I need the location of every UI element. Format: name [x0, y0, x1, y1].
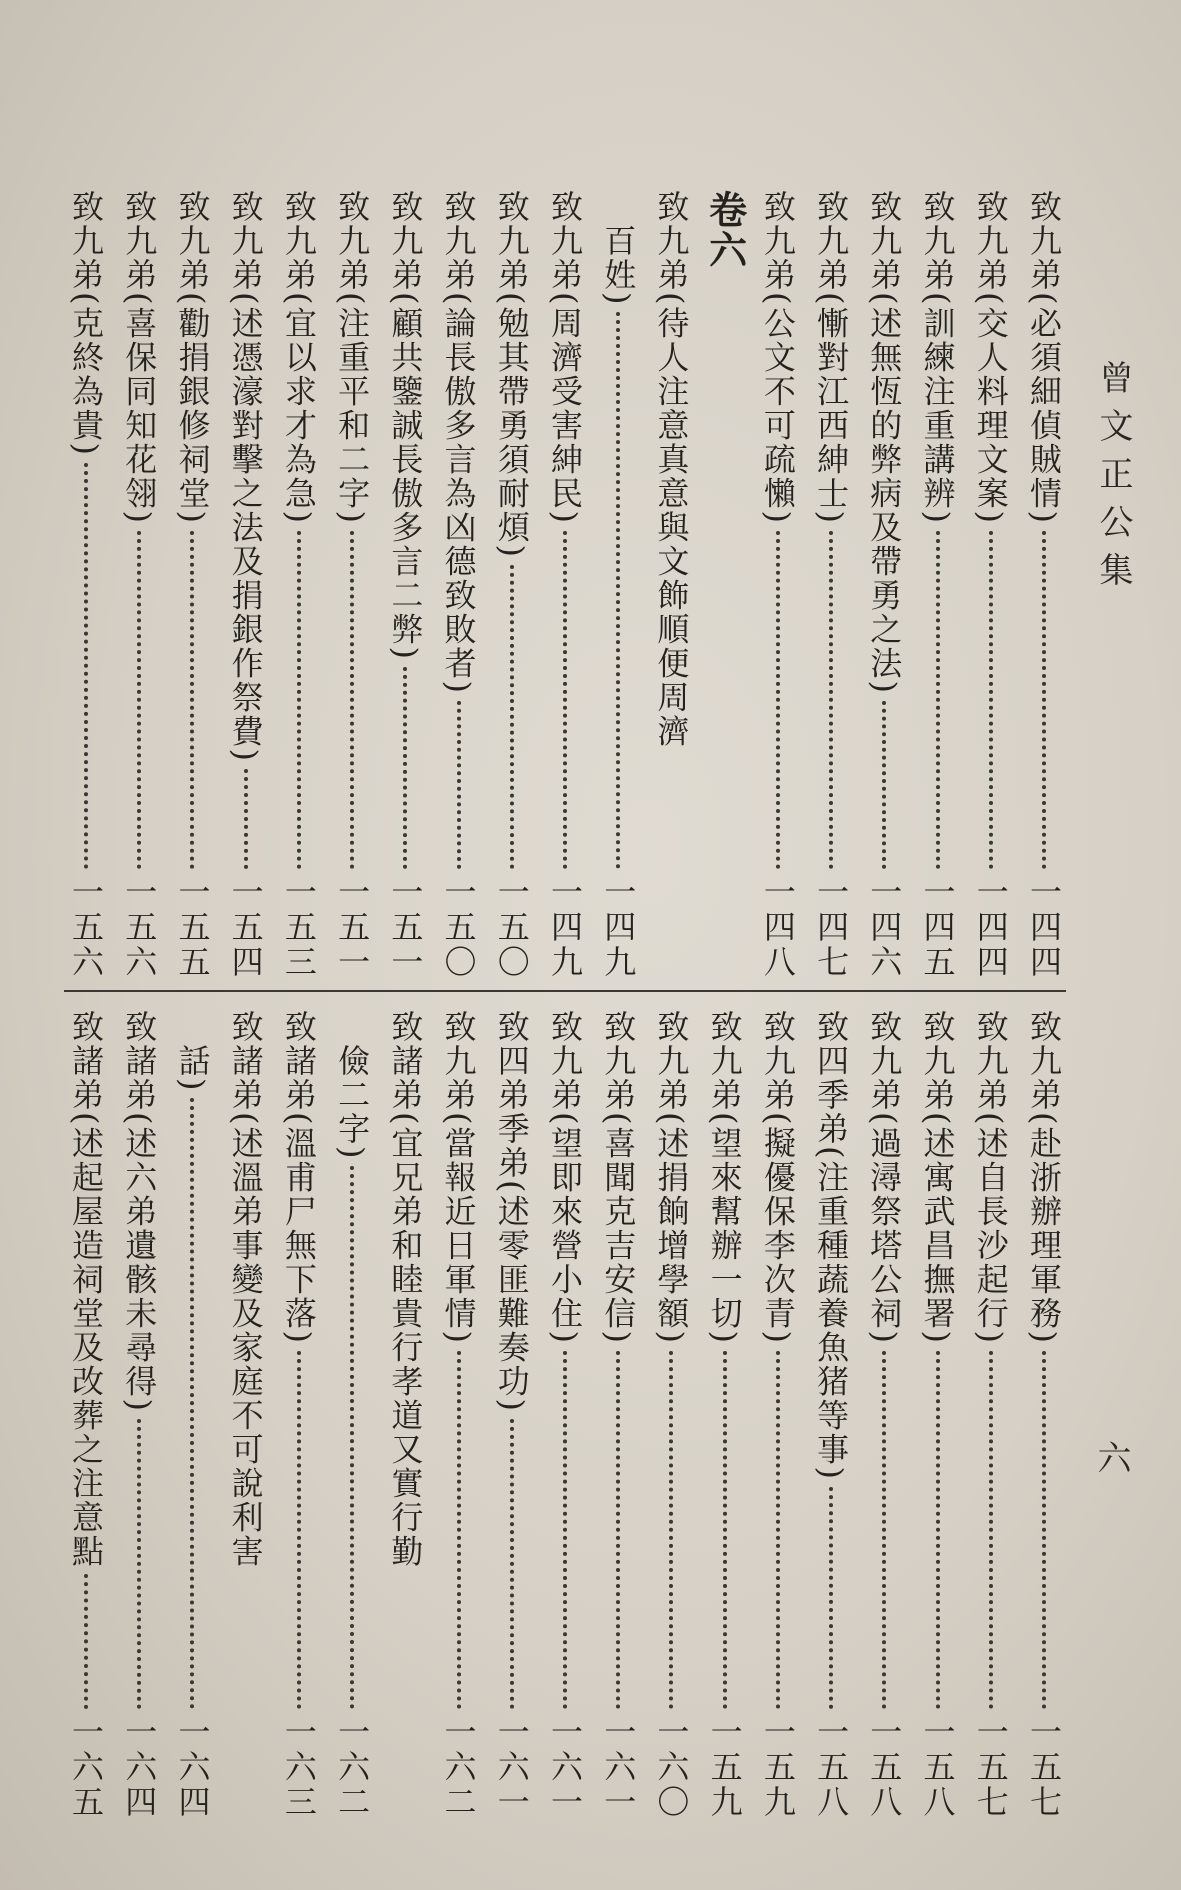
entry-title: 致諸弟(述六弟遺骸未尋得): [120, 1010, 159, 1413]
entry-title: 致九弟(勸捐銀修祠堂): [173, 190, 212, 525]
leader-dots: [510, 565, 514, 869]
entry-page: 一五六: [67, 875, 105, 980]
entry-page: 一五九: [705, 1715, 744, 1820]
entry-page: 一五八: [812, 1715, 851, 1820]
toc-entry[interactable]: [379, 1010, 431, 1820]
toc-entry[interactable]: [752, 190, 804, 980]
toc-entry[interactable]: [326, 190, 378, 980]
toc-entry[interactable]: [699, 1010, 751, 1820]
leader-dots: [137, 1419, 141, 1709]
leader-dots: [244, 769, 248, 869]
entry-title: 致九弟(喜保同知花翎): [120, 190, 159, 525]
entry-title: 致九弟(過潯祭塔公祠): [865, 1010, 904, 1345]
entry-page: 一五八: [865, 1715, 904, 1820]
leader-dots: [457, 701, 461, 869]
entry-title: 致九弟(訓練注重講辨): [918, 190, 957, 525]
toc-entry[interactable]: [645, 1010, 697, 1820]
leader-dots: [776, 531, 780, 869]
leader-dots: [936, 531, 940, 869]
leader-dots: [989, 1351, 993, 1709]
entry-page: 一六四: [173, 1715, 212, 1820]
divider-line: [64, 990, 1066, 992]
entry-title: 致九弟(克終為貴): [67, 190, 105, 457]
leader-dots: [510, 1419, 514, 1709]
leader-dots: [563, 531, 567, 869]
entry-page: 一五三: [279, 875, 318, 980]
entry-title: 致九弟(赴浙辦理軍務): [1024, 1010, 1063, 1345]
toc-entry[interactable]: [805, 190, 857, 980]
toc-entry[interactable]: [113, 1010, 165, 1820]
entry-page: 一四四: [971, 875, 1010, 980]
entry-page: 一五九: [758, 1715, 797, 1820]
entry-page: 一五七: [971, 1715, 1010, 1820]
leader-dots: [882, 1351, 886, 1709]
toc-top-half: [60, 190, 1070, 980]
entry-title: 致九弟(注重平和二字): [333, 190, 372, 525]
leader-dots: [669, 1351, 673, 1709]
entry-title: 致諸弟(述起屋造祠堂及改葬之注意點: [67, 1010, 105, 1569]
entry-title: 致九弟(顧共鑒誠長傲多言二弊): [386, 190, 425, 661]
entry-page: 一四九: [599, 875, 638, 980]
toc-entry[interactable]: [273, 1010, 325, 1820]
entry-title: 致九弟(慚對江西紳士): [812, 190, 851, 525]
toc-entry[interactable]: [912, 190, 964, 980]
leader-dots: [1042, 531, 1046, 869]
entry-title: 致九弟(述寓武昌撫署): [918, 1010, 957, 1345]
entry-page: 一四四: [1024, 875, 1063, 980]
leader-space: [403, 1574, 407, 1814]
entry-page: 一六二: [439, 1715, 478, 1820]
leader-dots: [989, 531, 993, 869]
entry-page: 一五一: [386, 875, 425, 980]
entry-page: 一五六: [120, 875, 159, 980]
toc-entry[interactable]: [433, 1010, 485, 1820]
entry-page: 一六一: [545, 1715, 584, 1820]
toc-entry[interactable]: [220, 190, 272, 980]
entry-page: 一六二: [333, 1715, 372, 1820]
entry-title: 致九弟(當報近日軍情): [439, 1010, 478, 1345]
toc-entry-continuation[interactable]: [592, 190, 644, 980]
toc-entry[interactable]: [1018, 190, 1070, 980]
page-number: 六: [1091, 1440, 1131, 1474]
entry-page: 一六一: [492, 1715, 531, 1820]
leader-dots: [137, 531, 141, 869]
leader-space: [723, 276, 727, 974]
toc-entry[interactable]: [539, 190, 591, 980]
leader-dots: [350, 1166, 354, 1709]
entry-page: 一四八: [758, 875, 797, 980]
toc-entry[interactable]: [379, 190, 431, 980]
entry-page: 一六一: [599, 1715, 638, 1820]
entry-title: 致九弟(述憑濠對擊之法及捐銀作祭費): [226, 190, 265, 763]
entry-page: 一五七: [1024, 1715, 1063, 1820]
leader-space: [669, 754, 673, 974]
entry-page: 一五一: [333, 875, 372, 980]
entry-page: 一六四: [120, 1715, 159, 1820]
volume-title: 卷六: [702, 190, 748, 270]
entry-page: 一六五: [67, 1715, 105, 1820]
entry-page: 一五五: [173, 875, 212, 980]
toc-entry[interactable]: [60, 1010, 112, 1820]
toc-entry[interactable]: [273, 190, 325, 980]
leader-dots: [829, 531, 833, 869]
leader-dots: [616, 1351, 620, 1709]
entry-title: 致九弟(論長傲多言為凶德致敗者): [439, 190, 478, 695]
leader-dots: [190, 1098, 194, 1709]
entry-title: 致四弟季弟(述零匪難奏功): [492, 1010, 531, 1413]
entry-title: 致諸弟(溫甫尸無下落): [279, 1010, 318, 1345]
leader-dots: [776, 1351, 780, 1709]
entry-title: 致九弟(周濟受害紳民): [545, 190, 584, 525]
toc-entry[interactable]: [486, 190, 538, 980]
toc-entry[interactable]: [858, 1010, 910, 1820]
toc-entry[interactable]: [645, 190, 697, 980]
toc-entry[interactable]: [113, 190, 165, 980]
entry-title: 致九弟(交人料理文案): [971, 190, 1010, 525]
toc-entry[interactable]: [752, 1010, 804, 1820]
toc-entry[interactable]: [858, 190, 910, 980]
toc-entry-continuation[interactable]: [326, 1010, 378, 1820]
entry-title: 致四季弟(注重種蔬養魚猪等事): [812, 1010, 851, 1481]
entry-page: 一六〇: [652, 1715, 691, 1820]
toc-entry[interactable]: [965, 1010, 1017, 1820]
entry-title: 致九弟(望來幫辦一切): [705, 1010, 744, 1345]
toc-entry[interactable]: [166, 190, 218, 980]
toc-entry[interactable]: [433, 190, 485, 980]
entry-title: 致諸弟(述溫弟事變及家庭不可說利害: [226, 1010, 265, 1569]
leader-dots: [563, 1351, 567, 1709]
leader-dots: [84, 463, 88, 869]
entry-title: 致九弟(述捐餉增學額): [652, 1010, 691, 1345]
entry-page: 一四七: [812, 875, 851, 980]
toc-entry[interactable]: [220, 1010, 272, 1820]
toc-entry[interactable]: [592, 1010, 644, 1820]
toc-entry[interactable]: [486, 1010, 538, 1820]
entry-title: 致九弟(待人注意真意與文飾順便周濟: [652, 190, 691, 749]
leader-dots: [403, 667, 407, 869]
leader-dots: [936, 1351, 940, 1709]
toc-entry[interactable]: [539, 1010, 591, 1820]
entry-page: 一五〇: [492, 875, 531, 980]
leader-dots: [84, 1574, 88, 1709]
running-title: 曾文正公集: [1093, 360, 1133, 600]
entry-page: 一四六: [865, 875, 904, 980]
leader-dots: [190, 531, 194, 869]
leader-dots: [350, 531, 354, 869]
entry-title: 儉二字): [333, 1044, 372, 1161]
entry-title: 致九弟(擬優保李次青): [758, 1010, 797, 1345]
entry-page: 一五四: [226, 875, 265, 980]
entry-page: 一四五: [918, 875, 957, 980]
toc-entry[interactable]: [805, 1010, 857, 1820]
entry-title: 致九弟(述無恆的弊病及帶勇之法): [865, 190, 904, 695]
leader-dots: [882, 701, 886, 869]
entry-title: 百姓): [599, 224, 638, 307]
leader-dots: [723, 1351, 727, 1709]
entry-title: 致九弟(勉其帶勇須耐煩): [492, 190, 531, 559]
entry-title: 致九弟(公文不可疏懶): [758, 190, 797, 525]
leader-space: [244, 1574, 248, 1814]
toc-entry[interactable]: [1018, 1010, 1070, 1820]
toc-entry[interactable]: [965, 190, 1017, 980]
volume-heading: [699, 190, 751, 980]
toc-entry[interactable]: [60, 190, 112, 980]
toc-bottom-half: [60, 1010, 1070, 1820]
entry-title: 致諸弟(宜兄弟和睦貴行孝道又實行勤: [386, 1010, 425, 1569]
entry-page: 一五八: [918, 1715, 957, 1820]
entry-title: 致九弟(宜以求才為急): [279, 190, 318, 525]
entry-page: 一六三: [279, 1715, 318, 1820]
entry-page: 一四九: [545, 875, 584, 980]
entry-title: 致九弟(望即來營小住): [545, 1010, 584, 1345]
leader-dots: [616, 312, 620, 869]
entry-title: 致九弟(述自長沙起行): [971, 1010, 1010, 1345]
leader-dots: [829, 1487, 833, 1709]
leader-dots: [457, 1351, 461, 1709]
entry-title: 致九弟(必須細偵賊情): [1024, 190, 1063, 525]
leader-dots: [297, 531, 301, 869]
toc-entry[interactable]: [912, 1010, 964, 1820]
entry-page: 一五〇: [439, 875, 478, 980]
toc-entry-continuation[interactable]: [166, 1010, 218, 1820]
leader-dots: [1042, 1351, 1046, 1709]
entry-title: 致九弟(喜聞克吉安信): [599, 1010, 638, 1345]
leader-dots: [297, 1351, 301, 1709]
entry-title: 話): [173, 1044, 212, 1093]
